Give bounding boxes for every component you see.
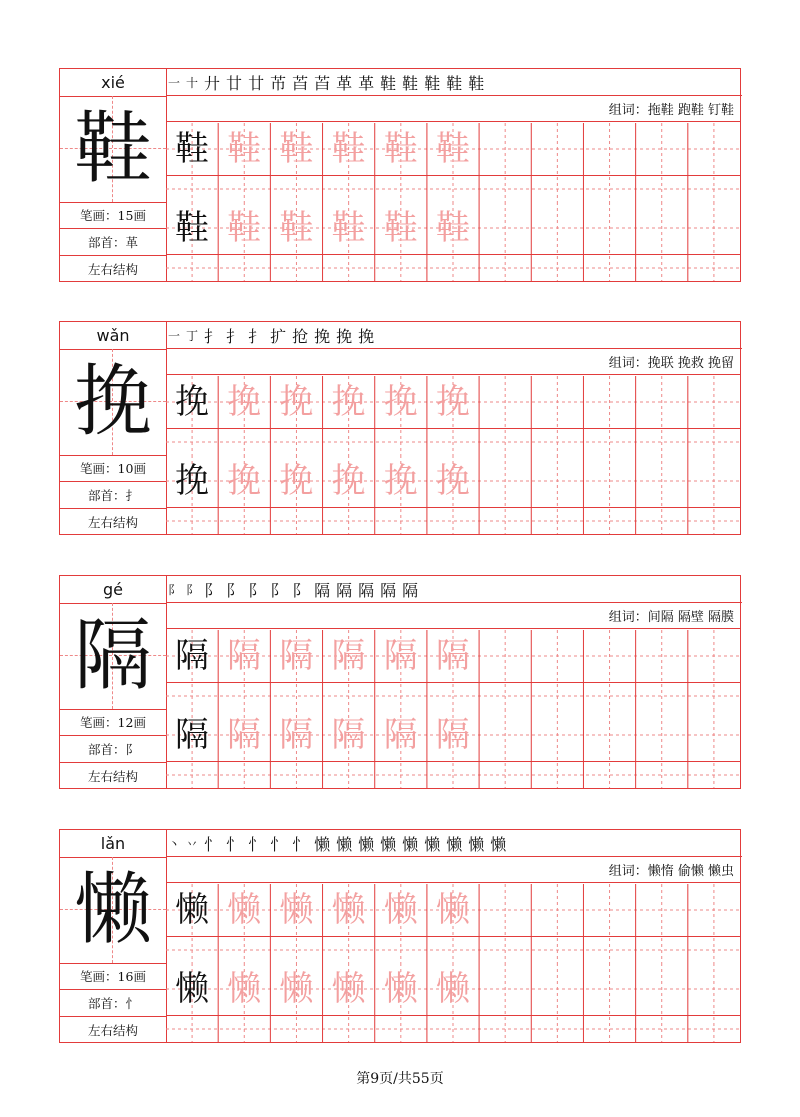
trace-char: 懒 (279, 969, 314, 1009)
stroke-step: 挽 (358, 326, 375, 346)
stroke-step: 抢 (292, 326, 309, 346)
stroke-step: 鞋 (380, 73, 397, 93)
big-char: 挽 (73, 357, 152, 447)
pinyin-label: wǎn (60, 322, 166, 350)
word-examples: 组词：拖鞋 跑鞋 钉鞋 (166, 96, 740, 122)
trace-char: 隔 (227, 636, 262, 676)
stroke-step: 廿 (248, 73, 265, 93)
stroke-count: 笔画：12画 (60, 709, 166, 736)
stroke-step: 挽 (314, 326, 331, 346)
stroke-step: 懒 (468, 834, 485, 854)
trace-char: 挽 (331, 382, 366, 422)
stroke-step: 懒 (402, 834, 419, 854)
stroke-step: 懒 (446, 834, 463, 854)
practice-row-2 (166, 963, 740, 1042)
trace-char: 隔 (383, 636, 418, 676)
trace-char: 挽 (435, 382, 470, 422)
practice-row-1 (166, 123, 740, 202)
stroke-order-row (166, 322, 742, 349)
practice-row-2 (166, 709, 740, 788)
stroke-step: 鞋 (468, 73, 485, 93)
stroke-step: 鞋 (446, 73, 463, 93)
stroke-step: 阝 (248, 580, 265, 600)
pinyin-label: gé (60, 576, 166, 604)
practice-row-1 (166, 630, 740, 709)
trace-char: 隔 (227, 715, 262, 755)
stroke-step: 阝 (226, 580, 243, 600)
pinyin-label: lǎn (60, 830, 166, 858)
stroke-step: 忄 (270, 834, 287, 854)
stroke-step: 芇 (270, 73, 287, 93)
stroke-step: 隔 (336, 580, 353, 600)
trace-char: 隔 (435, 715, 470, 755)
big-char-box (60, 603, 166, 710)
trace-char: 隔 (383, 715, 418, 755)
trace-char: 懒 (383, 969, 418, 1009)
model-char: 懒 (175, 969, 209, 1009)
char-block-4 (59, 829, 741, 1043)
radical-label: 部首：革 (60, 229, 166, 256)
word-examples: 组词：间隔 隔壁 隔膜 (166, 603, 740, 629)
stroke-step: 一 (168, 328, 181, 343)
trace-char: 挽 (279, 382, 314, 422)
trace-char: 鞋 (435, 129, 470, 169)
stroke-order-row (166, 69, 742, 96)
trace-char: 鞋 (279, 129, 314, 169)
stroke-step: 阝 (270, 580, 287, 600)
stroke-step: 鞋 (402, 73, 419, 93)
trace-char: 挽 (383, 461, 418, 501)
word-examples: 组词：懒惰 偷懒 懒虫 (166, 857, 740, 883)
structure-label: 左右结构 (87, 262, 138, 277)
trace-char: 懒 (435, 969, 470, 1009)
model-char: 挽 (175, 382, 209, 422)
trace-char: 懒 (383, 890, 418, 930)
trace-char: 挽 (227, 461, 262, 501)
stroke-step: 阝 (186, 582, 199, 597)
model-char: 挽 (175, 461, 209, 501)
big-char: 隔 (73, 611, 152, 701)
trace-char: 隔 (331, 636, 366, 676)
practice-area (166, 576, 740, 788)
radical-label: 部首：扌 (60, 482, 166, 509)
trace-char: 鞋 (227, 129, 262, 169)
practice-row-1 (166, 884, 740, 963)
stroke-step: 苩 (314, 73, 331, 93)
practice-area (166, 322, 740, 534)
page-footer: 第9页/共55页 (356, 1071, 444, 1087)
trace-char: 隔 (279, 636, 314, 676)
stroke-step: 懒 (314, 834, 331, 854)
structure-label: 左右结构 (87, 769, 138, 784)
stroke-step: 忄 (292, 834, 309, 854)
stroke-step: 阝 (204, 580, 221, 600)
stroke-step: 挽 (336, 326, 353, 346)
stroke-order-row (166, 576, 742, 603)
trace-char: 挽 (227, 382, 262, 422)
trace-char: 鞋 (383, 129, 418, 169)
word-examples: 组词：挽联 挽救 挽留 (166, 349, 740, 375)
stroke-step: 忄 (226, 834, 243, 854)
stroke-step: 丁 (186, 328, 199, 343)
big-char-box (60, 96, 166, 203)
practice-row-1 (166, 376, 740, 455)
trace-char: 隔 (331, 715, 366, 755)
practice-area (166, 69, 740, 281)
stroke-step: 丷 (186, 836, 199, 851)
stroke-step: 懒 (336, 834, 353, 854)
model-char: 鞋 (175, 129, 209, 169)
stroke-step: 懒 (490, 834, 507, 854)
stroke-count: 笔画：15画 (60, 202, 166, 229)
char-info-panel (60, 830, 167, 1042)
stroke-step: 隔 (380, 580, 397, 600)
stroke-step: 革 (358, 73, 375, 93)
stroke-step: 扌 (226, 326, 243, 346)
char-info-panel (60, 576, 167, 788)
model-char: 隔 (175, 636, 209, 676)
big-char-box (60, 349, 166, 456)
big-char: 鞋 (73, 104, 152, 194)
char-info-panel (60, 69, 167, 281)
stroke-step: 隔 (402, 580, 419, 600)
stroke-order-row (166, 830, 742, 857)
stroke-step: 忄 (204, 834, 221, 854)
trace-char: 懒 (227, 890, 262, 930)
stroke-step: 廾 (204, 73, 221, 93)
trace-char: 鞋 (279, 208, 314, 248)
trace-char: 鞋 (331, 129, 366, 169)
trace-char: 隔 (279, 715, 314, 755)
practice-area (166, 830, 740, 1042)
trace-char: 鞋 (383, 208, 418, 248)
trace-char: 懒 (331, 969, 366, 1009)
stroke-step: 懒 (380, 834, 397, 854)
stroke-step: 苩 (292, 73, 309, 93)
trace-char: 鞋 (227, 208, 262, 248)
trace-char: 挽 (331, 461, 366, 501)
trace-char: 挽 (383, 382, 418, 422)
structure-label: 左右结构 (87, 1023, 138, 1038)
trace-char: 挽 (279, 461, 314, 501)
stroke-step: 懒 (358, 834, 375, 854)
trace-char: 隔 (435, 636, 470, 676)
trace-char: 鞋 (435, 208, 470, 248)
practice-row-2 (166, 455, 740, 534)
radical-label: 部首：忄 (60, 990, 166, 1017)
char-block-3 (59, 575, 741, 789)
trace-char: 鞋 (331, 208, 366, 248)
pinyin-label: xié (60, 69, 166, 97)
stroke-step: 革 (336, 73, 353, 93)
stroke-step: 一 (168, 75, 181, 90)
char-block-1 (59, 68, 741, 282)
structure-label: 左右结构 (87, 515, 138, 530)
stroke-count: 笔画：16画 (60, 963, 166, 990)
practice-row-2 (166, 202, 740, 281)
stroke-step: 扩 (270, 326, 287, 346)
stroke-step: 廿 (226, 73, 243, 93)
stroke-step: 阝 (168, 582, 181, 597)
stroke-count: 笔画：10画 (60, 455, 166, 482)
trace-char: 懒 (331, 890, 366, 930)
stroke-step: 阝 (292, 580, 309, 600)
model-char: 隔 (175, 715, 209, 755)
stroke-step: 隔 (314, 580, 331, 600)
stroke-step: 隔 (358, 580, 375, 600)
char-info-panel (60, 322, 167, 534)
trace-char: 懒 (435, 890, 470, 930)
big-char-box (60, 857, 166, 964)
trace-char: 懒 (279, 890, 314, 930)
big-char: 懒 (73, 865, 152, 955)
stroke-step: 懒 (424, 834, 441, 854)
stroke-step: 十 (186, 75, 199, 90)
char-block-2 (59, 321, 741, 535)
stroke-step: 忄 (248, 834, 265, 854)
model-char: 鞋 (175, 208, 209, 248)
trace-char: 挽 (435, 461, 470, 501)
stroke-step: 扌 (248, 326, 265, 346)
stroke-step: 扌 (204, 326, 221, 346)
model-char: 懒 (175, 890, 209, 930)
stroke-step: 丶 (168, 836, 181, 851)
stroke-step: 鞋 (424, 73, 441, 93)
radical-label: 部首：阝 (60, 736, 166, 763)
trace-char: 懒 (227, 969, 262, 1009)
